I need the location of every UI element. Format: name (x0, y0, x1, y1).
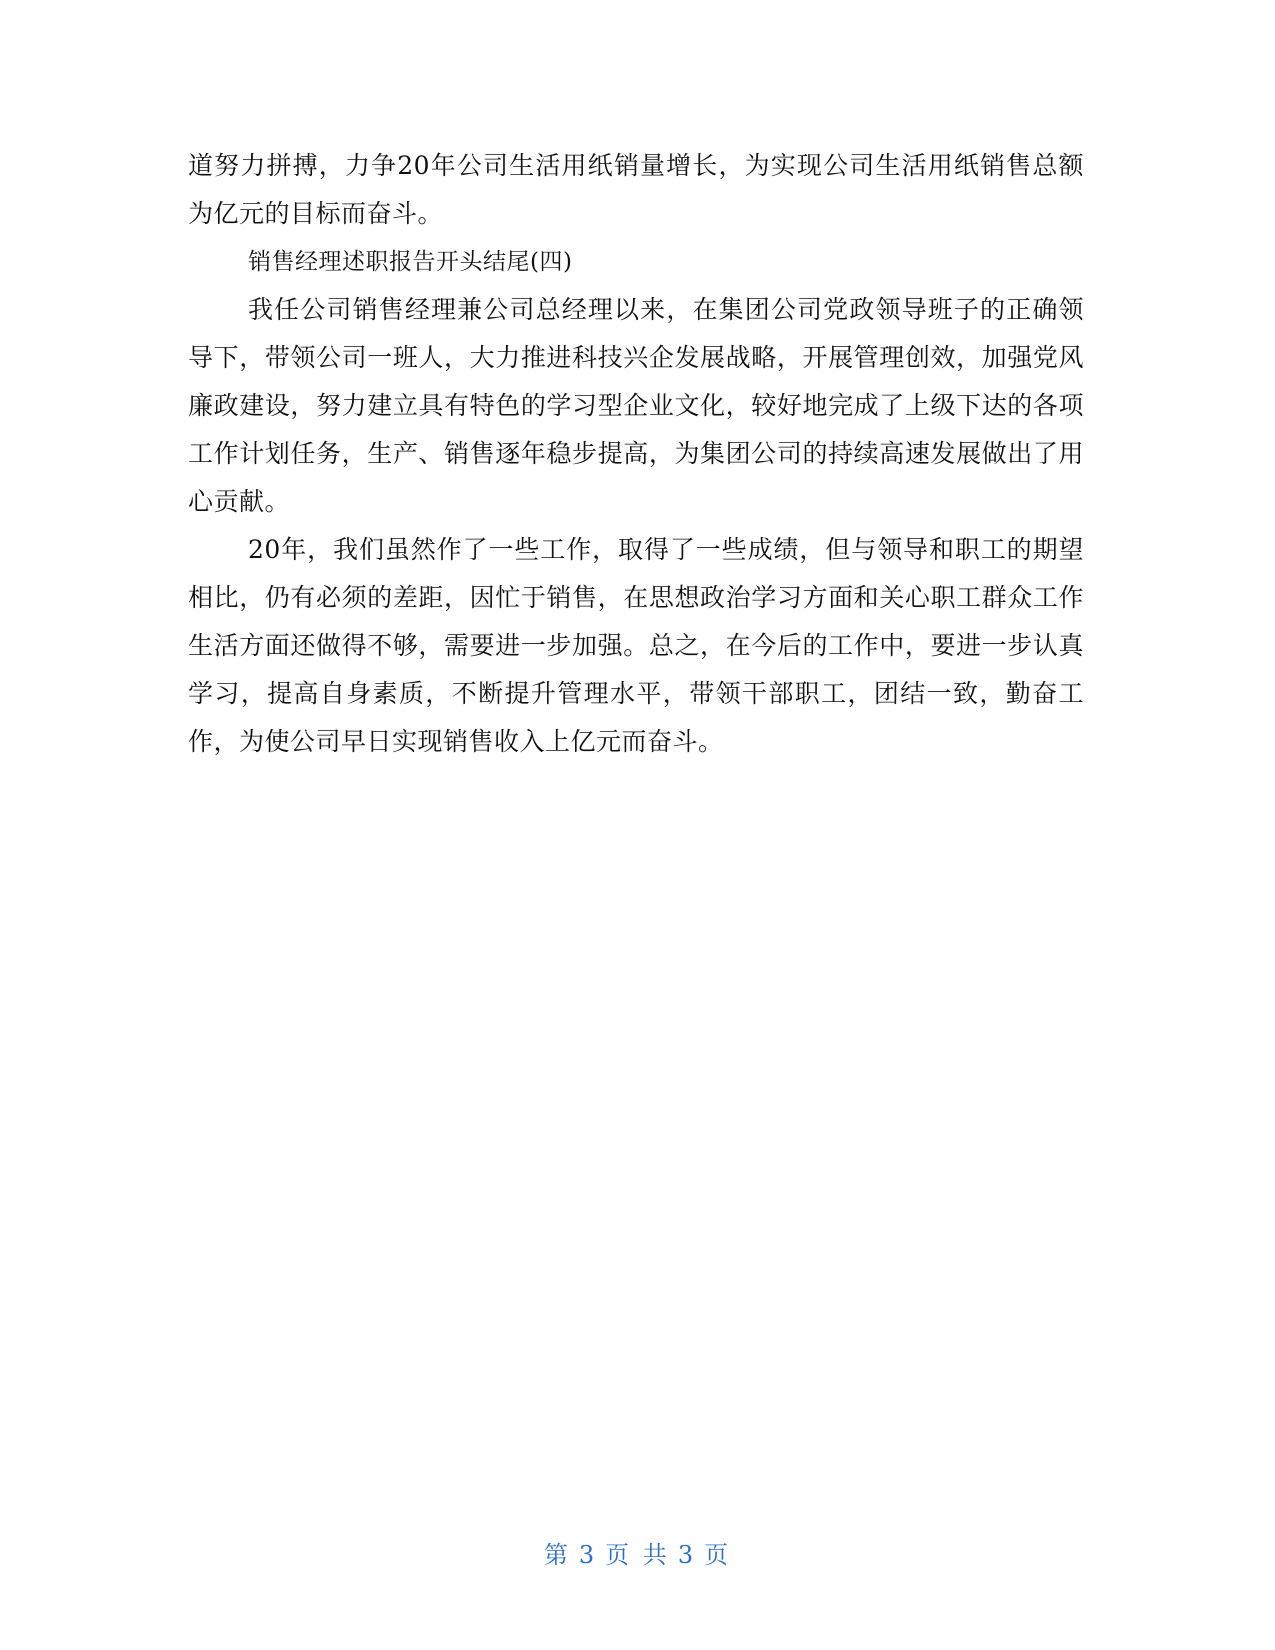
section-heading: 销售经理述职报告开头结尾(四) (248, 249, 573, 275)
footer-total-pages: 3 (677, 1541, 697, 1569)
document-body (188, 142, 1084, 766)
footer-mid: 页 共 (605, 1541, 670, 1569)
paragraph-body-1: 我任公司销售经理兼公司总经理以来，在集团公司党政领导班子的正确领导下，带领公司一班人，大力推进科技兴企发展战略，开展管理创效，加强党风廉政建设，努力建立具有特色的学习型企业文化，较好地完成了上级下达的各项工作计划任务，生产、销售逐年稳步提高，为集团公司的持续高速发展做出了用心贡献。 (188, 295, 1084, 516)
footer-suffix: 页 (704, 1541, 732, 1569)
footer-current-page: 3 (578, 1541, 598, 1569)
page-footer (0, 1535, 1275, 1570)
footer-prefix: 第 (543, 1541, 571, 1569)
paragraph-continuation: 道努力拼搏，力争20年公司生活用纸销量增长，为实现公司生活用纸销售总额为亿元的目标而奋斗。 (188, 151, 1084, 228)
paragraph-body-2: 20年，我们虽然作了一些工作，取得了一些成绩，但与领导和职工的期望相比，仍有必须的差距，因忙于销售，在思想政治学习方面和关心职工群众工作生活方面还做得不够，需要进一步加强。总之，在今后的工作中，要进一步认真学习，提高自身素质，不断提升管理水平，带领干部职工，团结一致，勤奋工作，为使公司早日实现销售收入上亿元而奋斗。 (188, 535, 1084, 756)
